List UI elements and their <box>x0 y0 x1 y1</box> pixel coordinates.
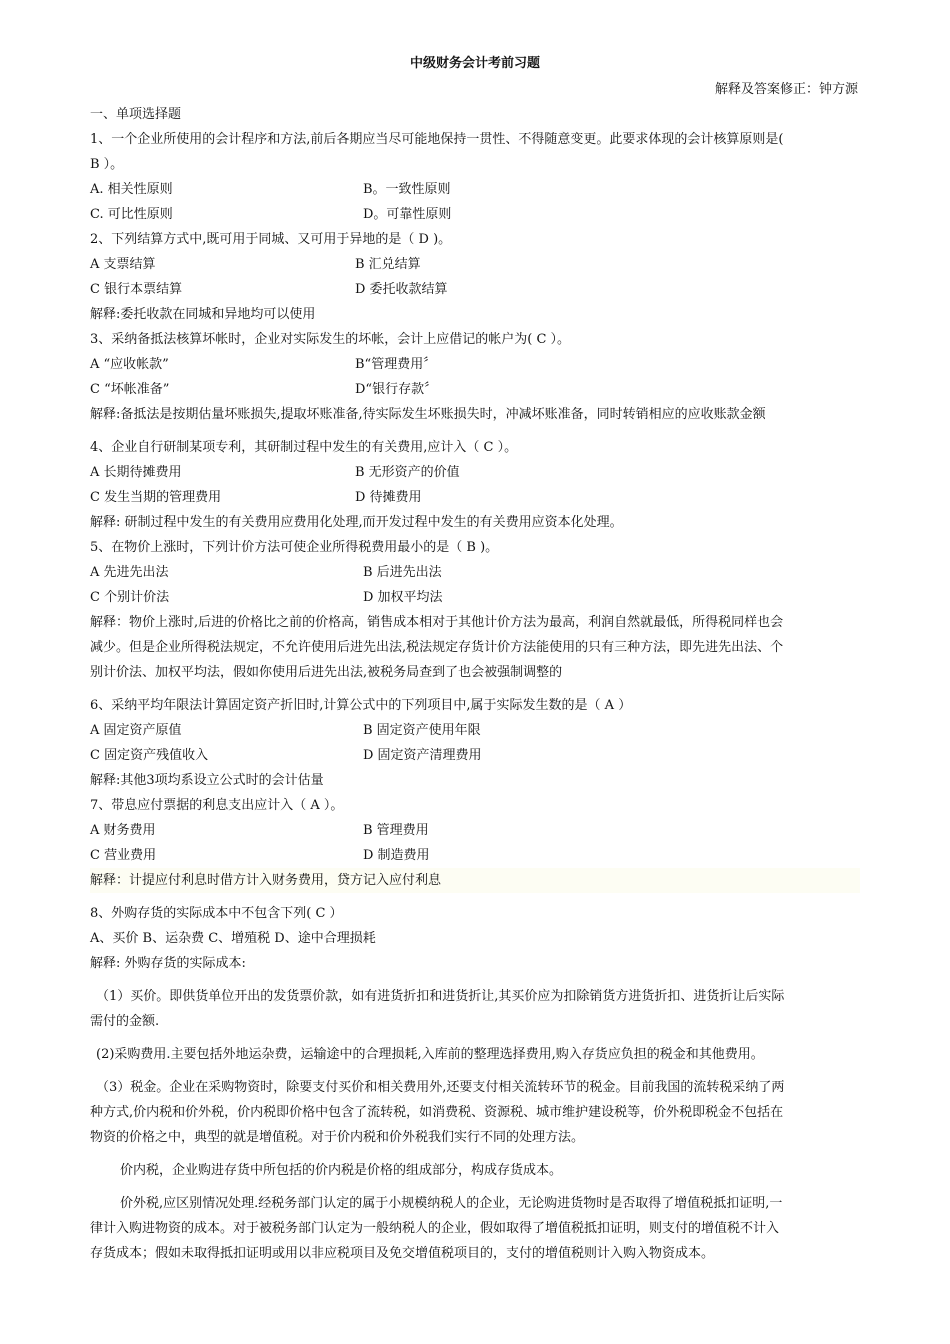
q1-option-a: A. 相关性原则 <box>90 182 173 197</box>
q5-option-a: A 先进先出法 <box>90 565 169 580</box>
spacer <box>90 976 860 984</box>
q4-option-b: B 无形资产的价值 <box>355 465 460 480</box>
spacer <box>90 893 860 901</box>
paragraph-5-line-1: 价外税,应区别情况处理.经税务部门认定的属于小规模纳税人的企业，无论购进货物时是否取得了增值税抵扣证明,一 <box>120 1196 783 1211</box>
q6-option-b: B 固定资产使用年限 <box>363 723 481 738</box>
paragraph-5-line-2: 律计入购进物资的成本。对于被税务部门认定为一般纳税人的企业，假如取得了增值税抵扣证明，则支付的增值税不计入 <box>90 1221 780 1236</box>
q1-options-row-2 <box>90 202 860 227</box>
q5-options-row-2 <box>90 585 860 610</box>
spacer <box>90 427 860 435</box>
q2-option-c: C 银行本票结算 <box>90 282 183 297</box>
q2-option-b: B 汇兑结算 <box>355 257 421 272</box>
paragraph-4: 价内税，企业购进存货中所包括的价内税是价格的组成部分，构成存货成本。 <box>120 1163 563 1178</box>
spacer <box>90 1034 860 1042</box>
paragraph-1-line-1: （1）买价。即供货单位开出的发货票价款，如有进货折扣和进货折让,其买价应为扣除销货方进货折扣、进货折让后实际 <box>96 989 785 1004</box>
q1-option-b: B。一致性原则 <box>363 182 451 197</box>
q2-options-row-1 <box>90 252 860 277</box>
q4-explanation: 解释: 研制过程中发生的有关费用应费用化处理,而开发过程中发生的有关费用应资本化处理。 <box>90 515 623 530</box>
question-8: 8、外购存货的实际成本中不包含下列( C ） <box>90 906 343 921</box>
q6-option-a: A 固定资产原值 <box>90 723 182 738</box>
q5-explanation-line-3: 别计价法、加权平均法，假如你使用后进先出法,被税务局查到了也会被强制调整的 <box>90 665 563 680</box>
q7-options-row-2 <box>90 843 860 868</box>
spacer <box>90 1067 860 1075</box>
question-1-cont: B ）。 <box>90 157 124 172</box>
q2-explanation: 解释:委托收款在同城和异地均可以使用 <box>90 307 316 322</box>
q7-option-b: B 管理费用 <box>363 823 429 838</box>
q3-options-row-1 <box>90 352 860 377</box>
q3-option-b: B“管理费用〞 <box>355 357 437 372</box>
q2-options-row-2 <box>90 277 860 302</box>
q3-explanation: 解释:备抵法是按期估量坏账损失,提取坏账准备,待实际发生坏账损失时，冲减坏账准备，同时转销相应的应收账款金额 <box>90 407 766 422</box>
question-2: 2、下列结算方式中,既可用于同城、又可用于异地的是（ D )。 <box>90 232 452 247</box>
q7-option-a: A 财务费用 <box>90 823 156 838</box>
q5-option-c: C 个别计价法 <box>90 590 170 605</box>
paragraph-2: (2)采购费用.主要包括外地运杂费，运输途中的合理损耗,入库前的整理选择费用,购入存货应负担的税金和其他费用。 <box>96 1047 764 1062</box>
paragraph-3-line-1: （3）税金。企业在采购物资时，除要支付买价和相关费用外,还要支付相关流转环节的税金。目前我国的流转税采纳了两 <box>96 1080 785 1095</box>
q7-explanation: 解释：计提应付利息时借方计入财务费用，贷方记入应付利息 <box>90 868 860 893</box>
q5-option-d: D 加权平均法 <box>363 590 443 605</box>
spacer <box>90 1183 860 1191</box>
q1-options-row-1 <box>90 177 860 202</box>
q8-explanation: 解释: 外购存货的实际成本: <box>90 956 246 971</box>
q5-explanation-line-2: 减少。但是企业所得税法规定，不允许使用后进先出法,税法规定存货计价方法能使用的只有三种方法，即先进先出法、个 <box>90 640 784 655</box>
q4-options-row-1 <box>90 460 860 485</box>
paragraph-5-line-3: 存货成本；假如未取得抵扣证明或用以非应税项目及免交增值税项目的，支付的增值税则计入购入物资成本。 <box>90 1246 715 1261</box>
paragraph-3-line-3: 物资的价格之中，典型的就是增值税。对于价内税和价外税我们实行不同的处理方法。 <box>90 1130 585 1145</box>
section-heading: 一、单项选择题 <box>90 107 182 122</box>
q7-option-d: D 制造费用 <box>363 848 430 863</box>
q5-option-b: B 后进先出法 <box>363 565 442 580</box>
q6-options-row-1 <box>90 718 860 743</box>
spacer <box>90 1150 860 1158</box>
q3-options-row-2 <box>90 377 860 402</box>
q1-option-c: C. 可比性原则 <box>90 207 173 222</box>
q4-options-row-2 <box>90 485 860 510</box>
question-3: 3、采纳备抵法核算坏帐时，企业对实际发生的坏帐，会计上应借记的帐户为( C ）。 <box>90 332 571 347</box>
spacer <box>90 685 860 693</box>
q5-explanation-line-1: 解释：物价上涨时,后进的价格比之前的价格高，销售成本相对于其他计价方法为最高，利润自然就最低，所得税同样也会 <box>90 615 784 630</box>
q7-options-row-1 <box>90 818 860 843</box>
question-7: 7、带息应付票据的利息支出应计入（ A ）。 <box>90 798 344 813</box>
paragraph-3-line-2: 种方式,价内税和价外税，价内税即价格中包含了流转税，如消费税、资源税、城市维护建设税等，价外税即税金不包括在 <box>90 1105 784 1120</box>
q4-option-c: C 发生当期的管理费用 <box>90 490 222 505</box>
question-4: 4、企业自行研制某项专利，其研制过程中发生的有关费用,应计入（ C ）。 <box>90 440 518 455</box>
doc-body <box>90 102 860 1266</box>
doc-author: 解释及答案修正：钟方源 <box>714 82 858 97</box>
q3-option-a: A “应收帐款” <box>90 357 169 372</box>
q4-option-d: D 待摊费用 <box>355 490 422 505</box>
question-5: 5、在物价上涨时，下列计价方法可使企业所得税费用最小的是（ B )。 <box>90 540 499 555</box>
doc-title: 中级财务会计考前习题 <box>409 56 540 71</box>
q5-options-row-1 <box>90 560 860 585</box>
q8-options-inline: A、买价 B、运杂费 C、增殖税 D、途中合理损耗 <box>90 931 376 946</box>
q3-option-c: C “坏帐准备” <box>90 382 170 397</box>
q6-options-row-2 <box>90 743 860 768</box>
question-1: 1、一个企业所使用的会计程序和方法,前后各期应当尽可能地保持一贯性、不得随意变更。此要求体现的会计核算原则是( <box>90 132 784 147</box>
q6-option-c: C 固定资产残值收入 <box>90 748 209 763</box>
q7-option-c: C 营业费用 <box>90 848 157 863</box>
q4-option-a: A 长期待摊费用 <box>90 465 182 480</box>
question-6: 6、采纳平均年限法计算固定资产折旧时,计算公式中的下列项目中,属于实际发生数的是（ A ） <box>90 698 632 713</box>
q3-option-d: D“银行存款〞 <box>355 382 438 397</box>
q6-option-d: D 固定资产清理费用 <box>363 748 482 763</box>
q6-explanation: 解释:其他3项均系设立公式时的会计估量 <box>90 773 324 788</box>
q2-option-d: D 委托收款结算 <box>355 282 448 297</box>
q1-option-d: D。可靠性原则 <box>363 207 452 222</box>
q2-option-a: A 支票结算 <box>90 257 156 272</box>
paragraph-1-line-2: 需付的金额. <box>90 1014 160 1029</box>
